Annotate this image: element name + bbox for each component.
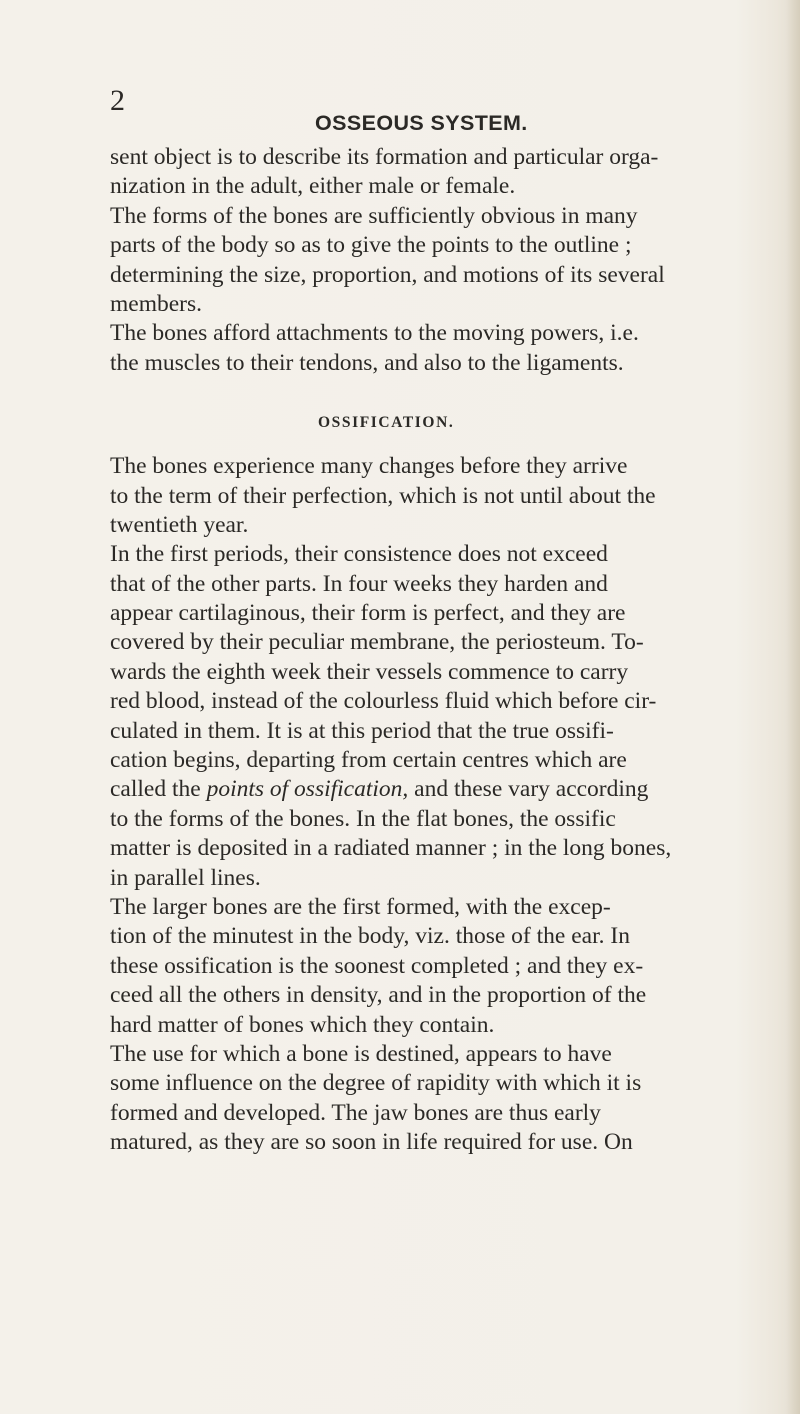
text-line: matter is deposited in a radiated manner ; in the long bones, (110, 835, 672, 862)
text-line: in parallel lines. (110, 864, 261, 891)
text-line: The use for which a bone is destined, appears to have (110, 1040, 612, 1067)
text-line: The bones experience many changes before they arrive (110, 453, 628, 480)
line-segment: and these vary according (408, 776, 649, 803)
italic-term: points of ossification, (206, 776, 409, 803)
text-line: to the forms of the bones. In the flat bones, the ossific (110, 805, 616, 832)
body-text (110, 143, 796, 1158)
text-line: hard matter of bones which they contain. (110, 1011, 495, 1038)
text-line: appear cartilaginous, their form is perfect, and they are (110, 600, 626, 627)
text-line-with-italic (110, 775, 796, 804)
text-line: The forms of the bones are sufficiently obvious in many (110, 202, 638, 229)
text-line: to the term of their perfection, which is not until about the (110, 482, 656, 509)
text-line: that of the other parts. In four weeks they harden and (110, 570, 608, 597)
text-line: matured, as they are so soon in life required for use. On (110, 1129, 633, 1156)
text-line: culated in them. It is at this period that the true ossifi- (110, 717, 614, 744)
text-line: nization in the adult, either male or female. (110, 173, 516, 200)
text-line: members. (110, 290, 203, 317)
text-line: ceed all the others in density, and in the proportion of the (110, 982, 647, 1009)
text-line: red blood, instead of the colourless fluid which before cir- (110, 688, 657, 715)
text-line: wards the eighth week their vessels commence to carry (110, 658, 629, 685)
text-line: these ossification is the soonest completed ; and they ex- (110, 952, 644, 979)
text-line: cation begins, departing from certain centres which are (110, 747, 627, 774)
section-heading: OSSIFICATION. (318, 414, 455, 432)
text-line: the muscles to their tendons, and also to the ligaments. (110, 349, 624, 376)
text-line: In the first periods, their consistence does not exceed (110, 541, 608, 568)
text-line: some influence on the degree of rapidity with which it is (110, 1070, 642, 1097)
text-line: parts of the body so as to give the points to the outline ; (110, 232, 632, 259)
text-line: determining the size, proportion, and motions of its several (110, 261, 665, 288)
text-line: twentieth year. (110, 511, 249, 538)
text-line: tion of the minutest in the body, viz. those of the ear. In (110, 923, 630, 950)
text-line: covered by their peculiar membrane, the periosteum. To- (110, 629, 644, 656)
text-line: formed and developed. The jaw bones are thus early (110, 1099, 601, 1126)
page-edge-shadow (786, 0, 800, 1414)
line-segment: called the (110, 776, 207, 803)
text-line: The bones afford attachments to the moving powers, i.e. (110, 320, 639, 347)
running-head: OSSEOUS SYSTEM. (315, 111, 528, 135)
text-line: The larger bones are the first formed, with the excep- (110, 893, 611, 920)
page-number: 2 (110, 84, 125, 117)
text-line: sent object is to describe its formation and particular orga- (110, 144, 659, 170)
